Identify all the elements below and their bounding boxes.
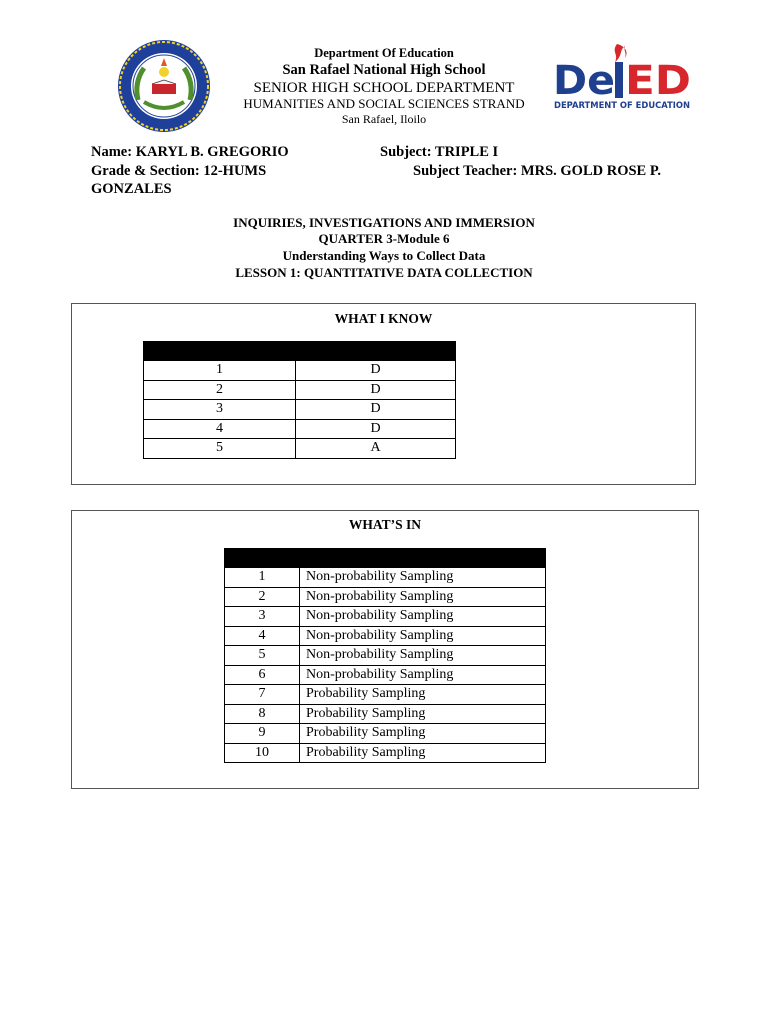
item-answer: Probability Sampling xyxy=(300,685,546,705)
item-answer: D xyxy=(296,380,456,400)
header-department: SENIOR HIGH SCHOOL DEPARTMENT xyxy=(253,80,515,96)
header-dept: Department Of Education xyxy=(314,46,454,60)
table-row xyxy=(225,587,546,607)
item-answer: Probability Sampling xyxy=(300,704,546,724)
svg-text:De: De xyxy=(553,58,615,104)
table-row xyxy=(144,400,456,420)
table-row xyxy=(225,665,546,685)
whats-in-table xyxy=(224,548,546,763)
table-header-row xyxy=(144,342,456,361)
header-school-name: San Rafael National High School xyxy=(282,62,486,78)
item-number: 6 xyxy=(225,665,300,685)
item-answer: D xyxy=(296,419,456,439)
student-name: Name: KARYL B. GREGORIO xyxy=(91,144,289,160)
item-number: 1 xyxy=(225,568,300,588)
table-row xyxy=(144,380,456,400)
whats-in-title: WHAT’S IN xyxy=(348,517,422,532)
item-answer: D xyxy=(296,361,456,381)
header-location: San Rafael, Iloilo xyxy=(341,112,427,126)
table-row xyxy=(225,743,546,763)
quarter-module: QUARTER 3-Module 6 xyxy=(318,231,450,246)
item-answer: Non-probability Sampling xyxy=(300,587,546,607)
item-number: 4 xyxy=(225,626,300,646)
item-number: 10 xyxy=(225,743,300,763)
what-i-know-title: WHAT I KNOW xyxy=(334,311,433,326)
table-header-row xyxy=(225,549,546,568)
svg-text:ED: ED xyxy=(625,58,691,104)
deped-logo-caption: DEPARTMENT OF EDUCATION xyxy=(554,101,690,111)
table-row xyxy=(225,646,546,666)
item-answer: Non-probability Sampling xyxy=(300,568,546,588)
table-row xyxy=(225,607,546,627)
subject-teacher: Subject Teacher: MRS. GOLD ROSE P. xyxy=(413,163,661,179)
item-number: 3 xyxy=(144,400,296,420)
item-answer: A xyxy=(296,439,456,459)
lesson-title: LESSON 1: QUANTITATIVE DATA COLLECTION xyxy=(235,265,533,280)
student-subject: Subject: TRIPLE I xyxy=(380,144,499,160)
table-row xyxy=(225,568,546,588)
item-number: 7 xyxy=(225,685,300,705)
item-number: 2 xyxy=(144,380,296,400)
item-answer: Non-probability Sampling xyxy=(300,665,546,685)
item-answer: Non-probability Sampling xyxy=(300,646,546,666)
subject-teacher-continued: GONZALES xyxy=(91,181,172,197)
what-i-know-table xyxy=(143,341,456,459)
table-row xyxy=(225,704,546,724)
item-answer: D xyxy=(296,400,456,420)
item-number: 5 xyxy=(144,439,296,459)
item-number: 9 xyxy=(225,724,300,744)
header-strand: HUMANITIES AND SOCIAL SCIENCES STRAND xyxy=(243,96,525,111)
whats-in-section xyxy=(71,510,699,789)
deped-logo xyxy=(553,40,693,116)
table-row xyxy=(144,439,456,459)
topic-title: Understanding Ways to Collect Data xyxy=(282,248,486,263)
table-row xyxy=(225,626,546,646)
item-answer: Non-probability Sampling xyxy=(300,607,546,627)
item-number: 1 xyxy=(144,361,296,381)
item-number: 4 xyxy=(144,419,296,439)
item-number: 3 xyxy=(225,607,300,627)
item-answer: Probability Sampling xyxy=(300,743,546,763)
course-title: INQUIRIES, INVESTIGATIONS AND IMMERSION xyxy=(233,215,535,230)
item-number: 5 xyxy=(225,646,300,666)
student-grade-section: Grade & Section: 12-HUMS xyxy=(91,163,267,179)
item-answer: Non-probability Sampling xyxy=(300,626,546,646)
table-row xyxy=(144,419,456,439)
item-answer: Probability Sampling xyxy=(300,724,546,744)
what-i-know-section xyxy=(71,303,696,485)
school-seal-logo xyxy=(116,38,212,134)
table-row xyxy=(144,361,456,381)
table-row xyxy=(225,724,546,744)
table-row xyxy=(225,685,546,705)
item-number: 2 xyxy=(225,587,300,607)
item-number: 8 xyxy=(225,704,300,724)
